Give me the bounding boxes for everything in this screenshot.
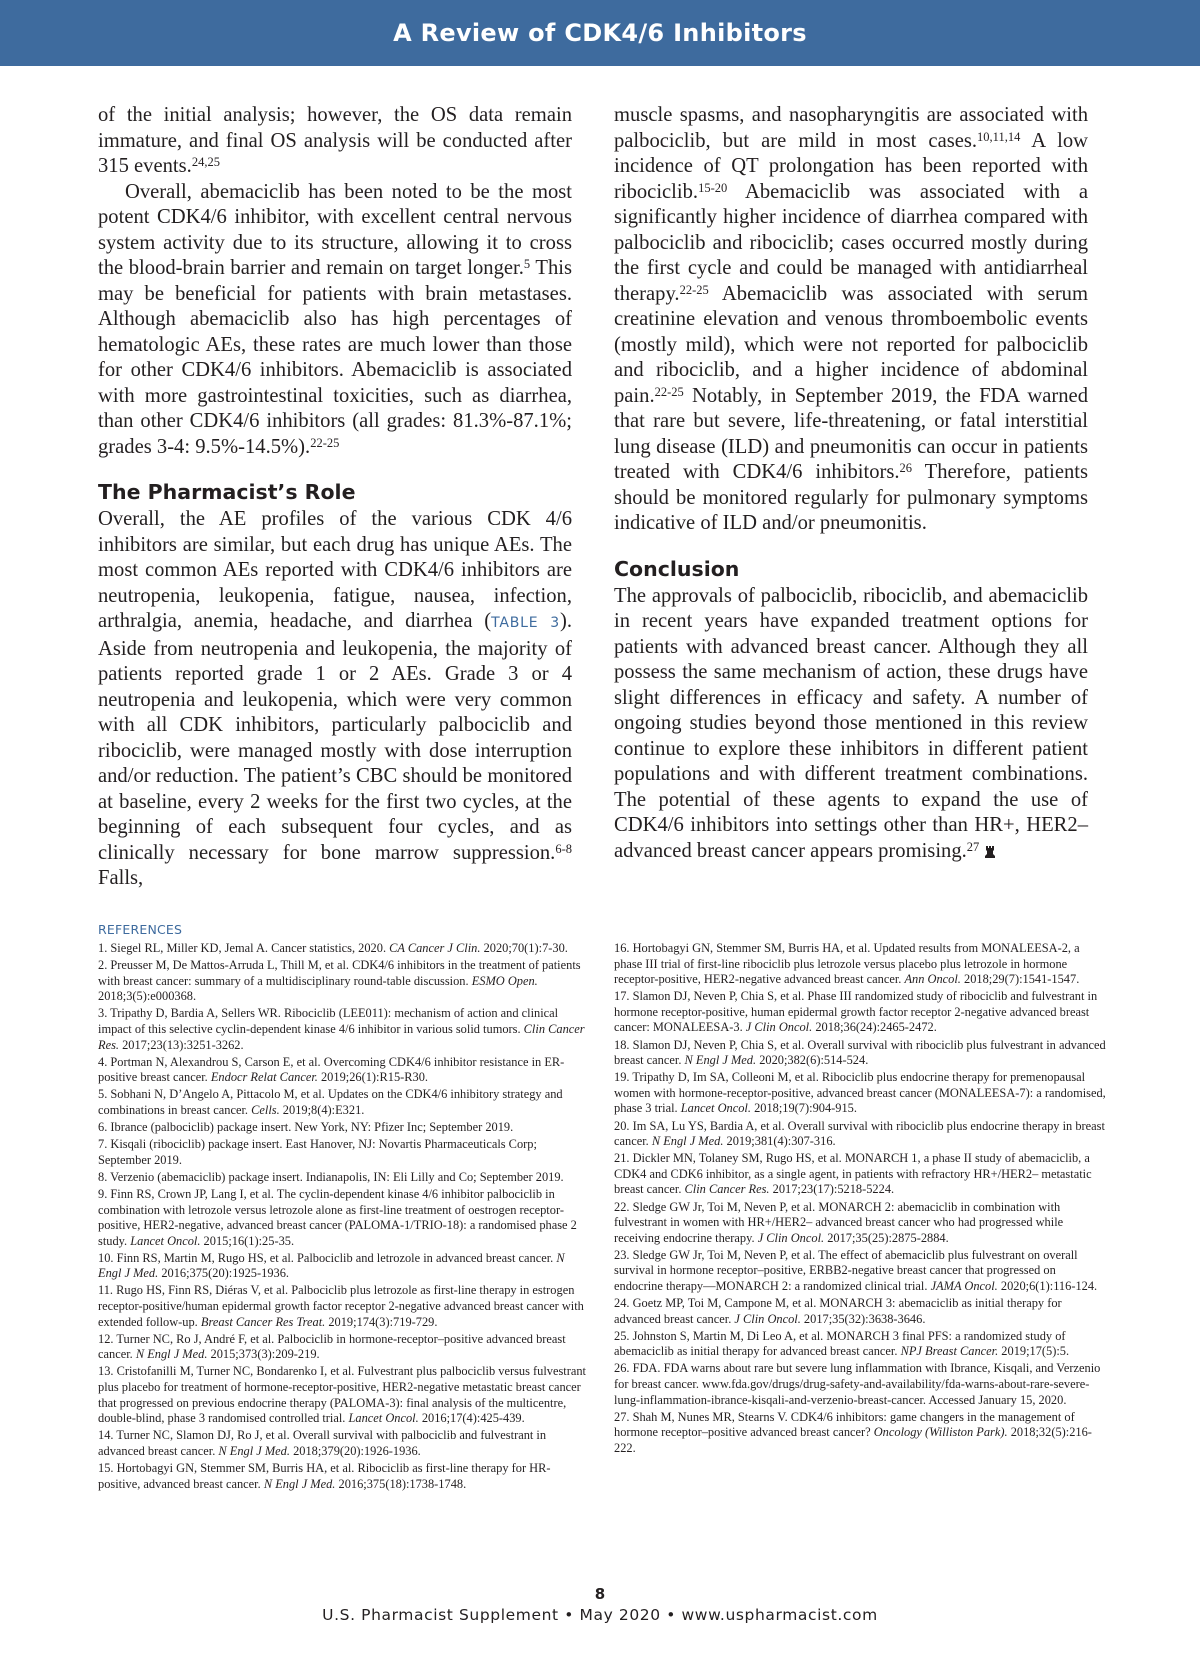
reference-item: 3. Tripathy D, Bardia A, Sellers WR. Ribociclib (LEE011): mechanism of action and clinical impact of this selective cyclin-dependent kinase 4/6 inhibitor in various solid tumors. Clin Cancer Res. 2017;23(13):3251-3262. [98,1006,585,1052]
reference-item: 26. FDA. FDA warns about rare but severe lung inflammation with Ibrance, Kisqali, and Verzenio for breast cancer. www.fda.gov/drugs/drug-safety-and-availability/fda-warns-about-rare-severe-lung-inflammation-ibrance-kisqali-and-verzenio-breast-cancer. Accessed January 15, 2020. [614,1361,1101,1407]
reference-item: 2. Preusser M, De Mattos-Arruda L, Thill M, et al. CDK4/6 inhibitors in the treatment of patients with breast cancer: summary of a multidisciplinary round-table discussion. ESMO Open. 2018;3(5):e000368. [98,958,581,1004]
right-column [614,103,1088,864]
reference-item: 16. Hortobagyi GN, Stemmer SM, Burris HA, et al. Updated results from MONALEESA-2, a phase III trial of first-line ribociclib plus letrozole versus placebo plus letrozole in hormone receptor-positive, HER2-negative advanced breast cancer. Ann Oncol. 2018;29(7):1541-1547. [614,941,1080,987]
reference-item: 13. Cristofanilli M, Turner NC, Bondarenko I, et al. Fulvestrant plus palbociclib versus fulvestrant plus placebo for treatment of hormone-receptor-positive, HER2-negative metastatic breast cancer that progressed on previous endocrine therapy (PALOMA-3): final analysis of the multicentre, double-blind, phase 3 randomised controlled trial. Lancet Oncol. 2016;17(4):425-439. [98,1364,586,1426]
section-heading-pharmacist-role: The Pharmacist’s Role [98,480,356,504]
reference-item: 18. Slamon DJ, Neven P, Chia S, et al. Overall survival with ribociclib plus fulvestrant in advanced breast cancer. N Engl J Med. 2020;382(6):514-524. [614,1037,1106,1068]
references-heading: REFERENCES [98,922,183,937]
footer-text: U.S. Pharmacist Supplement • May 2020 • www.uspharmacist.com [322,1606,878,1624]
reference-item: 7. Kisqali (ribociclib) package insert. East Hanover, NJ: Novartis Pharmaceuticals Corp; September 2019. [98,1137,537,1167]
section-heading-conclusion: Conclusion [614,556,740,581]
reference-item: 1. Siegel RL, Miller KD, Jemal A. Cancer statistics, 2020. CA Cancer J Clin. 2020;70(1):7-30. [98,941,568,955]
reference-item: 19. Tripathy D, Im SA, Colleoni M, et al. Ribociclib plus endocrine therapy for premenopausal women with hormone-receptor-positive, advanced breast cancer (MONALEESA-7): a randomised, phase 3 trial. Lancet Oncol. 2018;19(7):904-915. [614,1070,1106,1116]
reference-item: 11. Rugo HS, Finn RS, Diéras V, et al. Palbociclib plus letrozole as first-line therapy in estrogen receptor-positive/human epidermal growth factor receptor 2-negative advanced breast cancer with extended follow-up. Breast Cancer Res Treat. 2019;174(3):719-729. [98,1283,584,1329]
left-column [98,103,572,892]
table-3-link[interactable]: TABLE 3 [491,615,560,631]
page-number: 8 [594,1585,606,1603]
reference-item: 17. Slamon DJ, Neven P, Chia S, et al. Phase III randomized study of ribociclib and fulvestrant in hormone receptor-positive, human epidermal growth factor receptor 2-negative advanced breast cancer: MONALEESA-3. J Clin Oncol. 2018;36(24):2465-2472. [614,989,1098,1035]
paragraph: The approvals of palbociclib, ribociclib, and abemaciclib in recent years have expanded treatment options for patients with advanced breast cancer. Although they all possess the same mechanism of action, these drugs have slight differences in efficacy and safety. A number of ongoing studies beyond those mentioned in this review continue to explore these inhibitors in different patient populations and with different treatment combinations. The potential of these agents to expand the use of CDK4/6 inhibitors into settings other than HR+, HER2– advanced breast cancer appears promising.$^{27}$ [614,584,1088,862]
reference-item: 10. Finn RS, Martin M, Rugo HS, et al. Palbociclib and letrozole in advanced breast cancer. N Engl J Med. 2016;375(20):1925-1936. [98,1250,565,1281]
reference-item: 21. Dickler MN, Tolaney SM, Rugo HS, et al. MONARCH 1, a phase II study of abemaciclib, a CDK4 and CDK6 inhibitor, as a single agent, in patients with refractory HR+/HER2– metastatic breast cancer. Clin Cancer Res. 2017;23(17):5218-5224. [614,1151,1092,1197]
reference-item: 15. Hortobagyi GN, Stemmer SM, Burris HA, et al. Ribociclib as first-line therapy for HR-positive, advanced breast cancer. N Engl J Med. 2016;375(18):1738-1748. [98,1461,551,1491]
reference-item: 4. Portman N, Alexandrou S, Carson E, et al. Overcoming CDK4/6 inhibitor resistance in ER-positive breast cancer. Endocr Relat Cancer. 2019;26(1):R15-R30. [98,1054,565,1085]
header-band [0,0,1200,66]
reference-item: 23. Sledge GW Jr, Toi M, Neven P, et al. The effect of abemaciclib plus fulvestrant on overall survival in hormone receptor–positive, ERBB2-negative breast cancer that progressed on endocrine therapy—MONARCH 2: a randomized clinical trial. JAMA Oncol. 2020;6(1):116-124. [614,1247,1098,1293]
paragraph: Overall, abemaciclib has been noted to be the most potent CDK4/6 inhibitor, with excellent central nervous system activity due to its structure, allowing it to cross the blood-brain barrier and remain on target longer.$^5$ This may be beneficial for patients with brain metastases. Although abemaciclib also has high percentages of hematologic AEs, these rates are much lower than those for other CDK4/6 inhibitors. Abemaciclib is associated with more gastrointestinal toxicities, such as diarrhea, than other CDK4/6 inhibitors (all grades: 81.3%-87.1%; grades 3-4: 9.5%-14.5%).$^{22-25}$ [98,180,572,458]
references-right-column [614,941,1106,1458]
paragraph: muscle spasms, and nasopharyngitis are associated with palbociclib, but are mild in most cases.$^{10,11,14}$ A low incidence of QT prolongation has been reported with ribociclib.$^{15-20}$ Abemaciclib was associated with a significantly higher incidence of diarrhea compared with palbociclib and ribociclib; cases occurred mostly during the first cycle and could be managed with antidiarrheal therapy.$^{22-25}$ Abemaciclib was associated with serum creatinine elevation and venous thromboembolic events (mostly mild), which were not reported for palbociclib and ribociclib, and a higher incidence of abdominal pain.$^{22-25}$ Notably, in September 2019, the FDA warned that rare but severe, life-threatening, or fatal interstitial lung disease (ILD) and pneumonitis can occur in patients treated with CDK4/6 inhibitors.$^{26}$ Therefore, patients should be monitored regularly for pulmonary symptoms indicative of ILD and/or pneumonitis. [614,104,1089,534]
paragraph: of the initial analysis; however, the OS data remain immature, and final OS analysis will be conducted after 315 events.$^{24,25}$ [98,104,572,177]
running-header-title: A Review of CDK4/6 Inhibitors [393,19,807,47]
reference-item: 24. Goetz MP, Toi M, Campone M, et al. MONARCH 3: abemaciclib as initial therapy for advanced breast cancer. J Clin Oncol. 2017;35(32):3638-3646. [614,1296,1062,1326]
end-of-article-icon [985,846,995,858]
reference-item: 25. Johnston S, Martin M, Di Leo A, et al. MONARCH 3 final PFS: a randomized study of abemaciclib as initial therapy for advanced breast cancer. NPJ Breast Cancer. 2019;17(5):5. [614,1328,1070,1359]
reference-item: 27. Shah M, Nunes MR, Stearns V. CDK4/6 inhibitors: game changers in the management of hormone receptor–positive advanced breast cancer? Oncology (Williston Park). 2018;32(5):216-222. [614,1409,1092,1455]
reference-item: 12. Turner NC, Ro J, André F, et al. Palbociclib in hormone-receptor–positive advanced breast cancer. N Engl J Med. 2015;373(3):209-219. [98,1331,566,1362]
reference-item: 22. Sledge GW Jr, Toi M, Neven P, et al. MONARCH 2: abemaciclib in combination with fulvestrant in women with HR+/HER2– advanced breast cancer who had progressed while receiving endocrine therapy. J Clin Oncol. 2017;35(25):2875-2884. [614,1199,1064,1245]
reference-item: 20. Im SA, Lu YS, Bardia A, et al. Overall survival with ribociclib plus endocrine therapy in breast cancer. N Engl J Med. 2019;381(4):307-316. [614,1118,1105,1149]
reference-item: 8. Verzenio (abemaciclib) package insert. Indianapolis, IN: Eli Lilly and Co; September 2019. [98,1169,564,1184]
reference-item: 6. Ibrance (palbociclib) package insert. New York, NY: Pfizer Inc; September 2019. [98,1120,514,1135]
paragraph: Overall, the AE profiles of the various CDK 4/6 inhibitors are similar, but each drug has unique AEs. The most common AEs reported with CDK4/6 inhibitors are neutropenia, leukopenia, fatigue, nausea, infection, arthralgia, anemia, headache, and diarrhea (TABLE 3). Aside from neutropenia and leukopenia, the majority of patients reported grade 1 or 2 AEs. Grade 3 or 4 neutropenia and leukopenia, which were very common with all CDK inhibitors, particularly palbociclib and ribociclib, were managed mostly with dose interruption and/or reduction. The patient’s CBC should be monitored at baseline, every 2 weeks for the first two cycles, at the beginning of each subsequent four cycles, and as clinically necessary for bone marrow suppression.$^{6-8}$ Falls, [98,508,572,889]
reference-item: 14. Turner NC, Slamon DJ, Ro J, et al. Overall survival with palbociclib and fulvestrant in advanced breast cancer. N Engl J Med. 2018;379(20):1926-1936. [98,1428,547,1458]
references-left-column [98,941,590,1494]
reference-item: 5. Sobhani N, D’Angelo A, Pittacolo M, et al. Updates on the CDK4/6 inhibitory strategy and combinations in breast cancer. Cells. 2019;8(4):E321. [98,1087,563,1117]
reference-item: 9. Finn RS, Crown JP, Lang I, et al. The cyclin-dependent kinase 4/6 inhibitor palbociclib in combination with letrozole versus letrozole alone as first-line treatment of oestrogen receptor-positive, HER2-negative, advanced breast cancer (PALOMA-1/TRIO-18): a randomised phase 2 study. Lancet Oncol. 2015;16(1):25-35. [98,1186,577,1248]
